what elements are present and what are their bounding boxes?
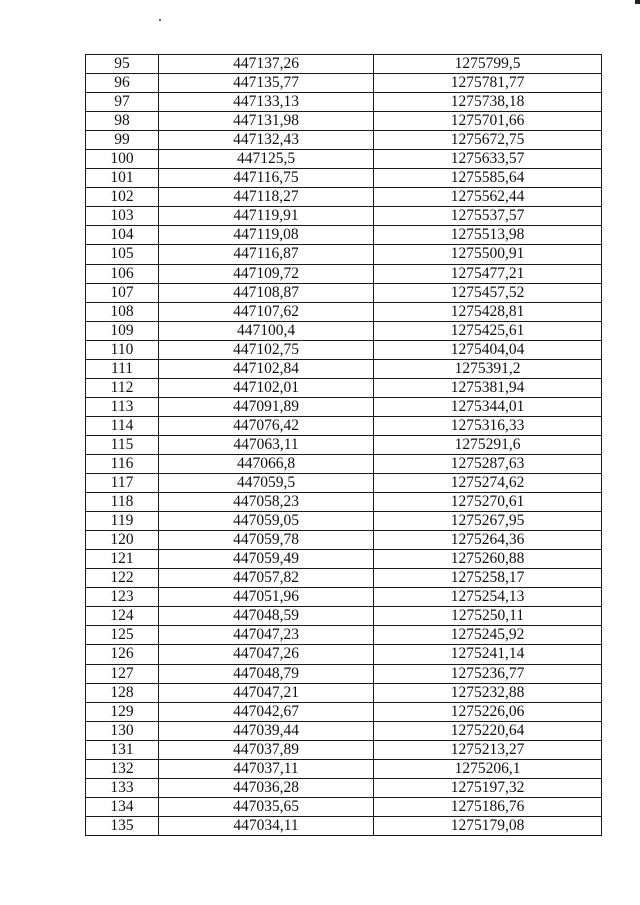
x-coordinate-cell: 447037,11	[159, 759, 374, 778]
y-coordinate-cell: 1275270,61	[374, 493, 602, 512]
point-number-cell: 118	[86, 493, 159, 512]
point-number-cell: 111	[86, 359, 159, 378]
table-row	[86, 702, 602, 721]
table-row	[86, 721, 602, 740]
point-number-cell: 129	[86, 702, 159, 721]
scan-speck	[159, 19, 161, 21]
y-coordinate-cell: 1275197,32	[374, 778, 602, 797]
point-number-cell: 119	[86, 512, 159, 531]
table-row	[86, 93, 602, 112]
table-row	[86, 340, 602, 359]
table-row	[86, 416, 602, 435]
table-row	[86, 207, 602, 226]
point-number-cell: 97	[86, 93, 159, 112]
point-number-cell: 131	[86, 740, 159, 759]
point-number-cell: 98	[86, 112, 159, 131]
y-coordinate-cell: 1275344,01	[374, 397, 602, 416]
point-number-cell: 104	[86, 226, 159, 245]
point-number-cell: 101	[86, 169, 159, 188]
y-coordinate-cell: 1275267,95	[374, 512, 602, 531]
y-coordinate-cell: 1275213,27	[374, 740, 602, 759]
point-number-cell: 121	[86, 550, 159, 569]
x-coordinate-cell: 447116,75	[159, 169, 374, 188]
table-row	[86, 245, 602, 264]
x-coordinate-cell: 447048,79	[159, 664, 374, 683]
x-coordinate-cell: 447059,78	[159, 531, 374, 550]
point-number-cell: 126	[86, 645, 159, 664]
x-coordinate-cell: 447076,42	[159, 416, 374, 435]
table-row	[86, 264, 602, 283]
x-coordinate-cell: 447063,11	[159, 435, 374, 454]
table-row	[86, 188, 602, 207]
x-coordinate-cell: 447037,89	[159, 740, 374, 759]
y-coordinate-cell: 1275250,11	[374, 607, 602, 626]
x-coordinate-cell: 447102,01	[159, 378, 374, 397]
y-coordinate-cell: 1275236,77	[374, 664, 602, 683]
y-coordinate-cell: 1275428,81	[374, 302, 602, 321]
point-number-cell: 99	[86, 131, 159, 150]
x-coordinate-cell: 447132,43	[159, 131, 374, 150]
y-coordinate-cell: 1275260,88	[374, 550, 602, 569]
point-number-cell: 106	[86, 264, 159, 283]
coordinates-table-body	[86, 55, 602, 836]
table-row	[86, 493, 602, 512]
point-number-cell: 122	[86, 569, 159, 588]
table-row	[86, 569, 602, 588]
y-coordinate-cell: 1275701,66	[374, 112, 602, 131]
y-coordinate-cell: 1275258,17	[374, 569, 602, 588]
y-coordinate-cell: 1275537,57	[374, 207, 602, 226]
table-row	[86, 816, 602, 835]
x-coordinate-cell: 447047,23	[159, 626, 374, 645]
table-row	[86, 512, 602, 531]
table-row	[86, 378, 602, 397]
x-coordinate-cell: 447039,44	[159, 721, 374, 740]
table-row	[86, 55, 602, 74]
x-coordinate-cell: 447042,67	[159, 702, 374, 721]
point-number-cell: 102	[86, 188, 159, 207]
x-coordinate-cell: 447048,59	[159, 607, 374, 626]
table-row	[86, 778, 602, 797]
point-number-cell: 96	[86, 74, 159, 93]
y-coordinate-cell: 1275220,64	[374, 721, 602, 740]
point-number-cell: 123	[86, 588, 159, 607]
y-coordinate-cell: 1275381,94	[374, 378, 602, 397]
point-number-cell: 124	[86, 607, 159, 626]
y-coordinate-cell: 1275562,44	[374, 188, 602, 207]
y-coordinate-cell: 1275425,61	[374, 321, 602, 340]
x-coordinate-cell: 447131,98	[159, 112, 374, 131]
x-coordinate-cell: 447059,05	[159, 512, 374, 531]
x-coordinate-cell: 447137,26	[159, 55, 374, 74]
point-number-cell: 110	[86, 340, 159, 359]
table-row	[86, 435, 602, 454]
y-coordinate-cell: 1275264,36	[374, 531, 602, 550]
point-number-cell: 116	[86, 454, 159, 473]
y-coordinate-cell: 1275186,76	[374, 797, 602, 816]
x-coordinate-cell: 447109,72	[159, 264, 374, 283]
y-coordinate-cell: 1275232,88	[374, 683, 602, 702]
y-coordinate-cell: 1275316,33	[374, 416, 602, 435]
y-coordinate-cell: 1275404,04	[374, 340, 602, 359]
x-coordinate-cell: 447125,5	[159, 150, 374, 169]
x-coordinate-cell: 447100,4	[159, 321, 374, 340]
y-coordinate-cell: 1275585,64	[374, 169, 602, 188]
y-coordinate-cell: 1275391,2	[374, 359, 602, 378]
y-coordinate-cell: 1275633,57	[374, 150, 602, 169]
table-row	[86, 169, 602, 188]
x-coordinate-cell: 447057,82	[159, 569, 374, 588]
y-coordinate-cell: 1275226,06	[374, 702, 602, 721]
point-number-cell: 115	[86, 435, 159, 454]
table-row	[86, 626, 602, 645]
point-number-cell: 100	[86, 150, 159, 169]
table-row	[86, 550, 602, 569]
y-coordinate-cell: 1275457,52	[374, 283, 602, 302]
x-coordinate-cell: 447118,27	[159, 188, 374, 207]
point-number-cell: 114	[86, 416, 159, 435]
table-row	[86, 112, 602, 131]
table-row	[86, 531, 602, 550]
table-row	[86, 321, 602, 340]
point-number-cell: 107	[86, 283, 159, 302]
y-coordinate-cell: 1275254,13	[374, 588, 602, 607]
point-number-cell: 135	[86, 816, 159, 835]
x-coordinate-cell: 447059,5	[159, 474, 374, 493]
x-coordinate-cell: 447116,87	[159, 245, 374, 264]
point-number-cell: 134	[86, 797, 159, 816]
y-coordinate-cell: 1275179,08	[374, 816, 602, 835]
y-coordinate-cell: 1275781,77	[374, 74, 602, 93]
y-coordinate-cell: 1275241,14	[374, 645, 602, 664]
point-number-cell: 103	[86, 207, 159, 226]
x-coordinate-cell: 447102,75	[159, 340, 374, 359]
x-coordinate-cell: 447066,8	[159, 454, 374, 473]
x-coordinate-cell: 447135,77	[159, 74, 374, 93]
coordinates-table	[85, 54, 602, 836]
point-number-cell: 109	[86, 321, 159, 340]
point-number-cell: 133	[86, 778, 159, 797]
x-coordinate-cell: 447035,65	[159, 797, 374, 816]
point-number-cell: 105	[86, 245, 159, 264]
table-row	[86, 359, 602, 378]
scan-corner-mark	[635, 0, 640, 4]
x-coordinate-cell: 447091,89	[159, 397, 374, 416]
point-number-cell: 112	[86, 378, 159, 397]
table-row	[86, 740, 602, 759]
table-row	[86, 74, 602, 93]
y-coordinate-cell: 1275291,6	[374, 435, 602, 454]
table-row	[86, 664, 602, 683]
point-number-cell: 120	[86, 531, 159, 550]
table-row	[86, 683, 602, 702]
x-coordinate-cell: 447036,28	[159, 778, 374, 797]
x-coordinate-cell: 447047,21	[159, 683, 374, 702]
y-coordinate-cell: 1275274,62	[374, 474, 602, 493]
table-row	[86, 302, 602, 321]
point-number-cell: 125	[86, 626, 159, 645]
table-row	[86, 131, 602, 150]
table-row	[86, 759, 602, 778]
x-coordinate-cell: 447047,26	[159, 645, 374, 664]
point-number-cell: 117	[86, 474, 159, 493]
table-row	[86, 283, 602, 302]
point-number-cell: 95	[86, 55, 159, 74]
table-row	[86, 474, 602, 493]
x-coordinate-cell: 447108,87	[159, 283, 374, 302]
y-coordinate-cell: 1275513,98	[374, 226, 602, 245]
x-coordinate-cell: 447051,96	[159, 588, 374, 607]
point-number-cell: 113	[86, 397, 159, 416]
point-number-cell: 130	[86, 721, 159, 740]
x-coordinate-cell: 447059,49	[159, 550, 374, 569]
table-row	[86, 397, 602, 416]
y-coordinate-cell: 1275500,91	[374, 245, 602, 264]
table-row	[86, 607, 602, 626]
y-coordinate-cell: 1275245,92	[374, 626, 602, 645]
x-coordinate-cell: 447133,13	[159, 93, 374, 112]
table-row	[86, 150, 602, 169]
y-coordinate-cell: 1275206,1	[374, 759, 602, 778]
x-coordinate-cell: 447119,91	[159, 207, 374, 226]
point-number-cell: 127	[86, 664, 159, 683]
x-coordinate-cell: 447119,08	[159, 226, 374, 245]
table-row	[86, 226, 602, 245]
table-row	[86, 588, 602, 607]
x-coordinate-cell: 447107,62	[159, 302, 374, 321]
y-coordinate-cell: 1275672,75	[374, 131, 602, 150]
y-coordinate-cell: 1275287,63	[374, 454, 602, 473]
table-row	[86, 454, 602, 473]
y-coordinate-cell: 1275477,21	[374, 264, 602, 283]
y-coordinate-cell: 1275799,5	[374, 55, 602, 74]
x-coordinate-cell: 447102,84	[159, 359, 374, 378]
point-number-cell: 132	[86, 759, 159, 778]
point-number-cell: 128	[86, 683, 159, 702]
table-row	[86, 797, 602, 816]
point-number-cell: 108	[86, 302, 159, 321]
table-row	[86, 645, 602, 664]
x-coordinate-cell: 447034,11	[159, 816, 374, 835]
x-coordinate-cell: 447058,23	[159, 493, 374, 512]
y-coordinate-cell: 1275738,18	[374, 93, 602, 112]
